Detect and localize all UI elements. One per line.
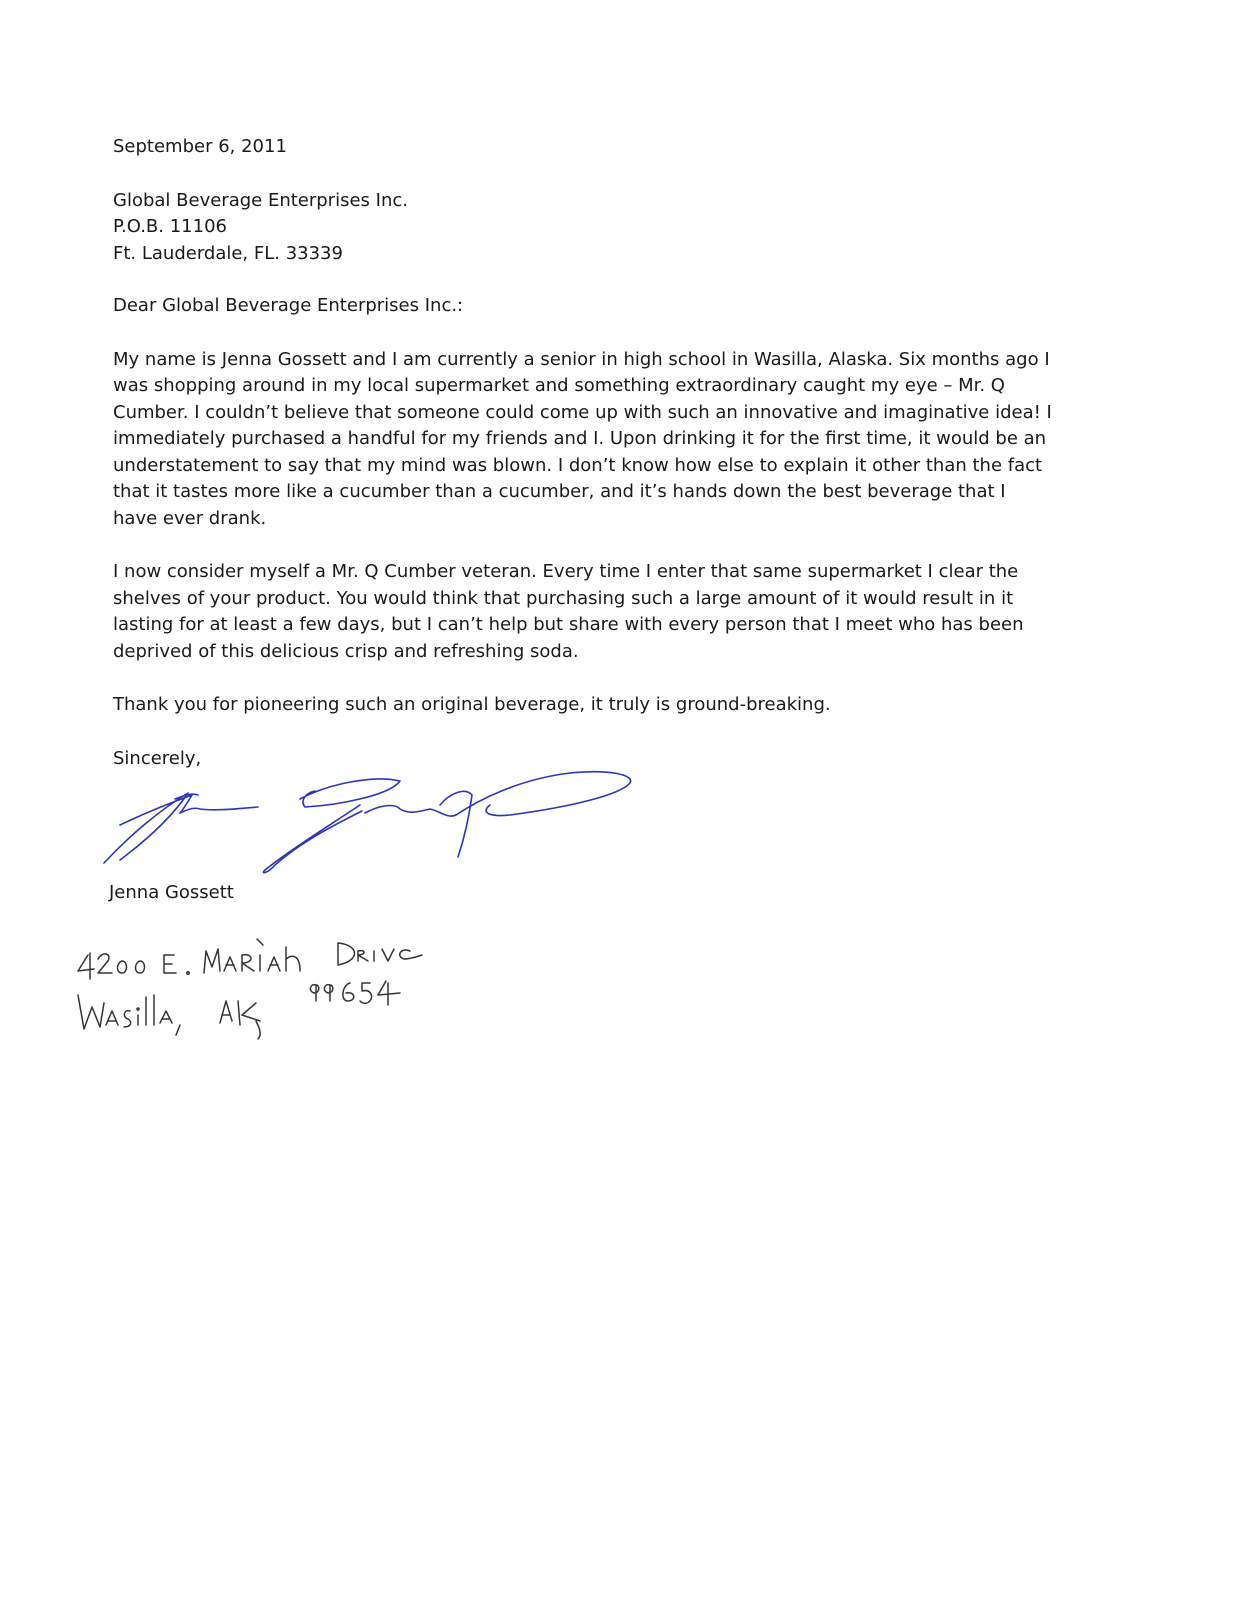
recipient-address bbox=[113, 188, 1053, 268]
signature-image bbox=[100, 765, 640, 880]
body-paragraph-1: My name is Jenna Gossett and I am currently a senior in high school in Wasilla, Alaska. Six months ago I was shopping around in my local supermarket and something extraordinary caught my eye – Mr. Q Cumber. I couldn’t believe that someone could come up with such an innovative and imaginative idea! I immediately purchased a handful for my friends and I. Upon drinking it for the first time, it would be an understatement to say that my mind was blown. I don’t know how else to explain it other than the fact that it tastes more like a cucumber than a cucumber, and it’s hands down the best beverage that I have ever drank. bbox=[113, 348, 1052, 529]
recipient-city-state-zip: Ft. Lauderdale, FL. 33339 bbox=[113, 242, 343, 264]
handwritten-address-image bbox=[70, 925, 450, 1045]
recipient-name: Global Beverage Enterprises Inc. bbox=[113, 189, 408, 211]
body-paragraph-3: Thank you for pioneering such an original beverage, it truly is ground-breaking. bbox=[113, 694, 831, 715]
signer-name: Jenna Gossett bbox=[109, 882, 234, 903]
salutation: Dear Global Beverage Enterprises Inc.: bbox=[113, 295, 464, 316]
recipient-po-box: P.O.B. 11106 bbox=[113, 216, 227, 237]
closing: Sincerely, bbox=[113, 747, 202, 769]
body-paragraph-2: I now consider myself a Mr. Q Cumber veteran. Every time I enter that same supermarket I clear the shelves of your product. You would think that purchasing such a large amount of it would result in it lasting for at least a few days, but I can’t help but share with every person that I meet who has been deprived of this delicious crisp and refreshing soda. bbox=[113, 561, 1024, 662]
letter-body bbox=[113, 134, 1053, 772]
letter-date: September 6, 2011 bbox=[113, 136, 287, 157]
